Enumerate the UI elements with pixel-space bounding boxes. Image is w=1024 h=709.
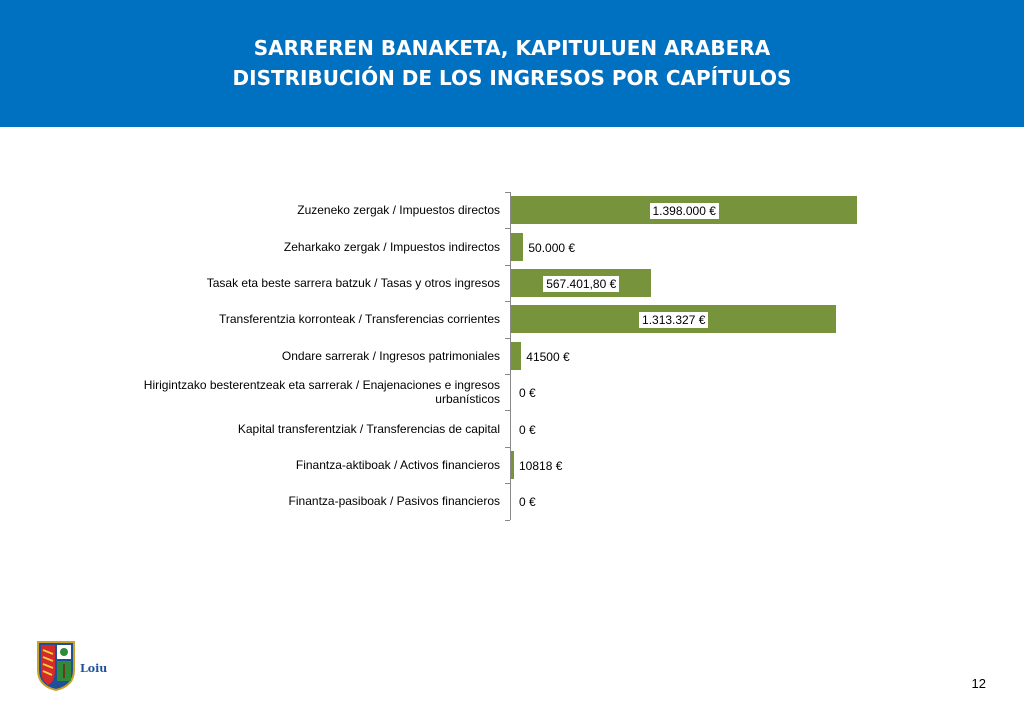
data-label: 41500 €	[523, 349, 572, 365]
category-axis-tick	[505, 192, 510, 193]
category-label: Zeharkako zergak / Impuestos indirectos	[283, 239, 500, 254]
data-bar	[511, 451, 514, 479]
category-axis-tick	[505, 301, 510, 302]
income-bar-chart	[0, 180, 1024, 520]
category-axis-tick	[505, 374, 510, 375]
category-axis-tick	[505, 228, 510, 229]
category-label: Finantza-aktiboak / Activos financieros	[295, 458, 500, 472]
category-axis-tick	[505, 520, 510, 521]
data-label: 10818 €	[516, 458, 565, 474]
category-label: Transferentzia korronteak / Transferencias corrientes	[218, 312, 500, 327]
data-label: 0 €	[516, 422, 539, 438]
data-label: 1.313.327 €	[639, 312, 708, 328]
slide-title-line2: DISTRIBUCIÓN DE LOS INGRESOS POR CAPÍTULOS	[232, 66, 792, 90]
category-axis-tick	[505, 447, 510, 448]
category-label: Finantza-pasiboak / Pasivos financieros	[288, 494, 500, 509]
category-label: Tasak eta beste sarrera batzuk / Tasas y otros ingresos	[206, 276, 500, 290]
category-label: Zuzeneko zergak / Impuestos directos	[297, 203, 500, 218]
data-label: 567.401,80 €	[543, 276, 619, 292]
logo-text: Loiu	[80, 662, 108, 675]
data-label: 0 €	[516, 494, 539, 510]
category-axis-tick	[505, 338, 510, 339]
data-bar	[511, 233, 523, 261]
slide-header	[0, 0, 1024, 127]
slide-title-line1: SARREREN BANAKETA, KAPITULUEN ARABERA	[253, 36, 771, 60]
category-label: Ondare sarrerak / Ingresos patrimoniales	[281, 348, 500, 363]
data-label: 50.000 €	[525, 240, 578, 256]
category-axis-tick	[505, 265, 510, 266]
category-axis-tick	[505, 483, 510, 484]
data-label: 0 €	[516, 385, 539, 401]
data-bar	[511, 342, 521, 370]
category-label: Hirigintzako besterentzeak eta sarrerak / Enajenaciones e ingresos urbanísticos	[143, 378, 500, 407]
category-axis-tick	[505, 410, 510, 411]
data-label: 1.398.000 €	[650, 203, 719, 219]
page-number: 12	[971, 676, 986, 691]
loiu-coat-of-arms-icon	[36, 640, 76, 692]
category-label: Kapital transferentziak / Transferencias de capital	[237, 421, 500, 436]
